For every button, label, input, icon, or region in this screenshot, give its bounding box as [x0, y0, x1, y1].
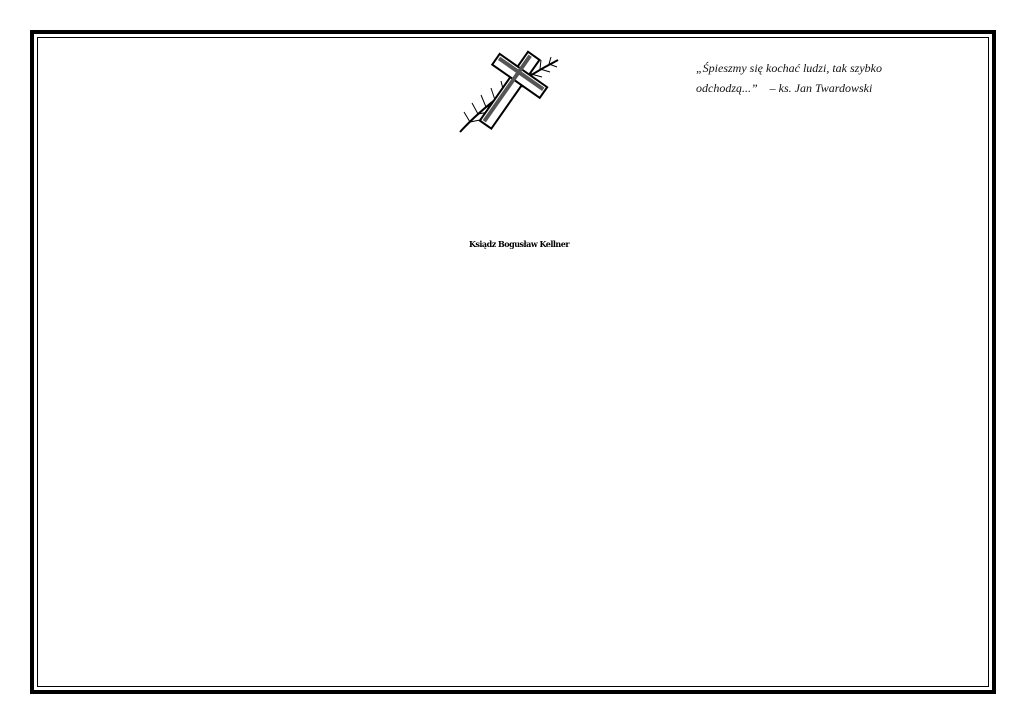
- quote-block: [696, 58, 956, 98]
- deceased-name-block: [38, 232, 988, 251]
- deceased-name: Ksiądz Bogusław Kellner: [468, 239, 570, 249]
- quote-line-1: „Śpieszmy się kochać ludzi, tak szybko: [696, 61, 882, 75]
- cross-with-palm-icon: [440, 40, 580, 140]
- quote-line-2: odchodzą...” – ks. Jan Twardowski: [696, 81, 873, 95]
